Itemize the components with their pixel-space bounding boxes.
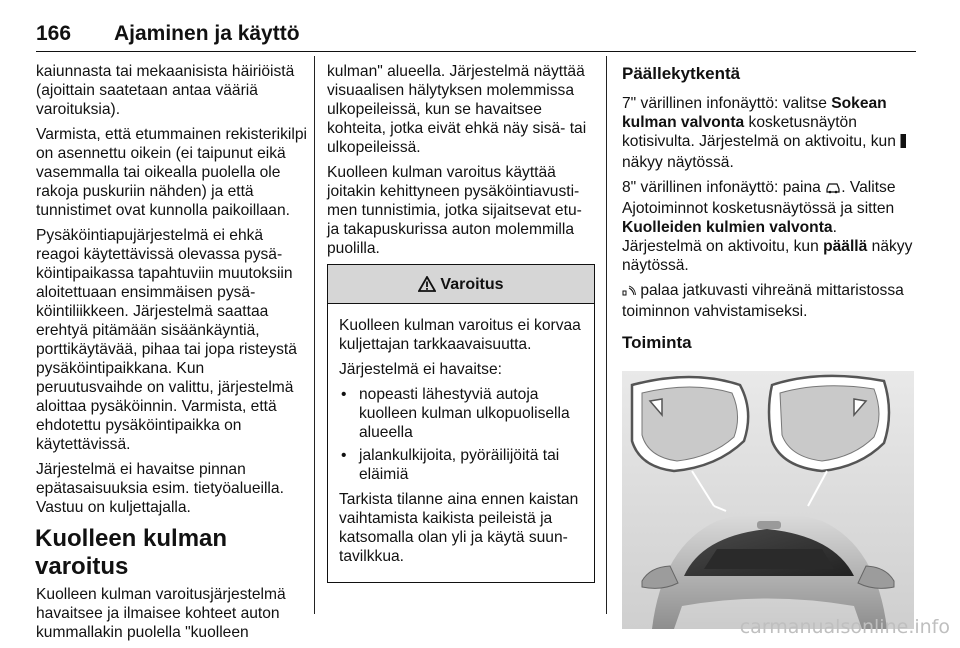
status-label: päällä <box>823 238 868 255</box>
subheading-activation: Päällekytkentä <box>622 64 741 83</box>
text-run: 8" värillinen infonäyttö: paina <box>622 179 826 196</box>
list-item: • nopeasti lähestyviä autoja kuolleen kulman ulkopuolisella alueella <box>339 385 583 442</box>
page-number: 166 <box>36 22 72 45</box>
car-settings-icon <box>825 180 841 199</box>
blind-spot-icon <box>622 283 636 302</box>
warning-box <box>327 264 595 583</box>
paragraph: Tarkista tilanne aina ennen kaistan vaihtamista kaikista peileistä ja katsomalla olan yli ja käytä suuntavilkkua. <box>339 491 579 565</box>
text-run: näkyy näytössä. <box>622 238 913 274</box>
warning-triangle-icon <box>418 276 436 292</box>
indicator-bar-icon <box>900 134 907 153</box>
paragraph <box>622 94 914 172</box>
column-3 <box>622 62 914 634</box>
paragraph: Kuolleen kulman varoitusjärjestelmä havaitsee ja ilmaisee kohteet auton kummallakin puolella "kuolleen <box>36 586 286 641</box>
paragraph: kaiunnasta tai mekaanisista häiriöistä (ajoittain saatetaan antaa vääriä varoituksia). <box>36 63 295 118</box>
warning-body <box>328 304 594 582</box>
paragraph: Kuolleen kulman varoitus ei korvaa kuljettajan tarkkaavaisuutta. <box>339 317 581 353</box>
text-run: . Valitse Ajotoiminnot kosketusnäytössä ja sitten <box>622 179 896 217</box>
text-run: näkyy näytössä. <box>622 154 734 171</box>
warning-title: Varoitus <box>440 275 504 293</box>
column-2 <box>327 62 595 583</box>
paragraph <box>622 281 914 321</box>
warning-header <box>328 265 594 304</box>
section-heading: Kuolleen kulman varoitus <box>35 525 228 580</box>
paragraph <box>622 178 914 275</box>
page-header <box>36 22 916 52</box>
header-rule <box>36 51 916 52</box>
blind-spot-mirror-illustration <box>622 371 914 629</box>
paragraph: Järjestelmä ei havaitse: <box>339 361 502 378</box>
menu-label: Sokean kulman valvonta <box>622 95 887 131</box>
list-item: • jalankulkijoita, pyöräilijöitä tai eläimiä <box>339 446 583 484</box>
watermark: carmanualsonline.info <box>739 616 950 638</box>
paragraph: kulman" alueella. Järjestelmä näyttää visuaalisen hälytyksen molemmissa ulkopeileissä, kun se havaitsee kohteita, jotka eivät ehkä näy sisä- tai ulkopeileissä. <box>327 63 587 156</box>
paragraph: Varmista, että etummainen rekisterikilpi on asennettu oikein (ei taipunut eikä vasemmalla tai oikealla puolella ole rakoja puskuriin nähden) ja että tunnistimet ovat kunnolla paikoillaan. <box>36 126 307 219</box>
paragraph: Pysäköintiapujärjestelmä ei ehkä reagoi käytettävissä olevassa pysäköintipaikassa tapahtuviin muutoksiin aloitettuaan ensimmäisen pysäköintiliikkeen. Järjestelmä saattaa erehtyä pitämään sisäänkäyntiä, porttikäytävää, pihaa tai jopa risteystä pysäköintipaikkana. Kun peruutusvaihde on valittu, järjestelmä aloittaa pysäköinnin. Varmista, että ehdotettu pysäköintipaikka on käytettävissä. <box>36 227 297 453</box>
section-title: Ajaminen ja käyttö <box>114 22 300 45</box>
subheading-operation: Toiminta <box>622 333 692 352</box>
column-1 <box>36 62 308 648</box>
text-run: 7" värillinen infonäyttö: valitse <box>622 95 832 112</box>
bullet-list <box>339 385 583 484</box>
text-run: palaa jatkuvasti vihreänä mittaristossa toiminnon vahvistamiseksi. <box>622 282 904 320</box>
menu-label: Kuolleiden kulmien valvonta <box>622 219 833 236</box>
paragraph: Kuolleen kulman varoitus käyttää joitakin kehittyneen pysäköintiavustimen tunnistimia, jotka sijaitsevat etu- ja takapuskurissa auton molemmilla puolilla. <box>327 164 582 257</box>
column-divider <box>314 56 315 614</box>
text-run: . Järjestelmä on aktivoitu, kun <box>622 219 837 255</box>
text-run: kosketusnäytön kotisivulta. Järjestelmä on aktivoitu, kun <box>622 114 901 150</box>
paragraph: Järjestelmä ei havaitse pinnan epätasaisuuksia esim. tietyöalueilla. Vastuu on kuljettajalla. <box>36 461 284 516</box>
column-divider <box>606 56 607 614</box>
